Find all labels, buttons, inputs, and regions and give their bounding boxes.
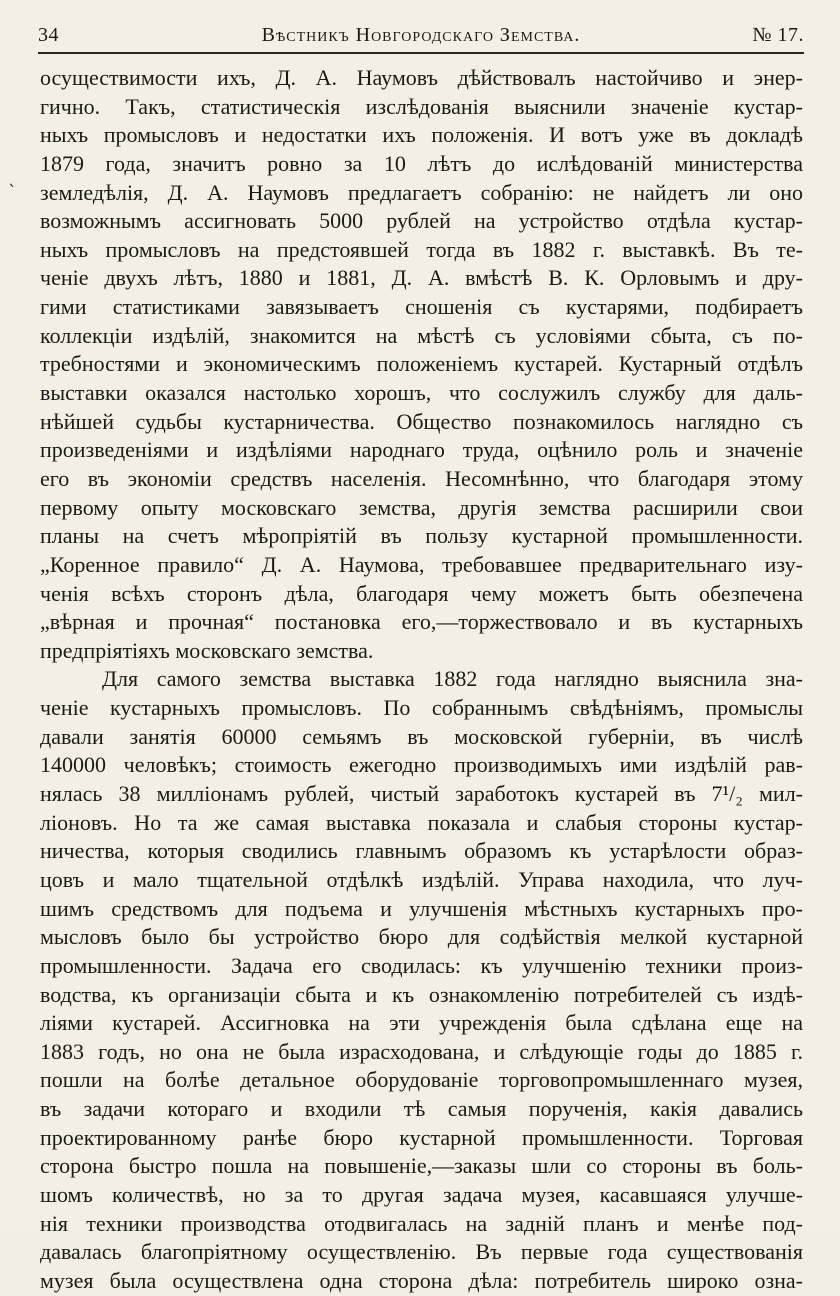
text-line: ныхъ промысловъ и недостатки ихъ положенія. И вотъ уже въ докладѣ [40, 122, 803, 148]
text-line: пошли на болѣе детальное оборудованіе торговопромышленнаго музея, [40, 1067, 803, 1093]
text-line: коллекціи издѣлій, знакомится на мѣстѣ съ условіями сбыта, съ по- [40, 322, 803, 348]
text-line: промышленности. Задача его сводилась: къ улучшенію техники произ- [40, 952, 803, 978]
text-line: музея была осуществлена одна сторона дѣла: потребитель широко озна- [40, 1267, 803, 1293]
text-line: первому опыту московскаго земства, другія земства расширили свои [40, 494, 803, 520]
text-line: „Коренное правило“ Д. А. Наумова, требовавшее предварительнаго изу- [40, 551, 803, 577]
text-line: требностями и экономическимъ положеніемъ кустарей. Кустарный отдѣлъ [40, 351, 803, 377]
text-line: нія техники производства отодвигалась на задній планъ и менѣе под- [40, 1210, 803, 1236]
text-line: сторона быстро пошла на повышеніе,—заказы шли со стороны въ боль- [40, 1153, 803, 1179]
text-line: осуществимости ихъ, Д. А. Наумовъ дѣйствовалъ настойчиво и энер- [40, 65, 803, 90]
text-line: ченіе двухъ лѣтъ, 1880 и 1881, Д. А. вмѣстѣ В. К. Орловымъ и дру- [40, 265, 803, 291]
text-line: 1879 года, значитъ ровно за 10 лѣтъ до ислѣдованій министерства [40, 150, 803, 176]
text-line: ліоновъ. Но та же самая выставка показала и слабыя стороны кустар- [40, 809, 803, 835]
text-line: въ задачи котораго и входили тѣ самыя порученія, какія давались [40, 1096, 803, 1122]
text-line: шомъ количествѣ, но за то другая задача музея, касавшаяся улучше- [40, 1181, 803, 1207]
text-line: выставки оказался настолько хорошъ, что сослужилъ службу для даль- [40, 380, 803, 406]
margin-mark: ` [8, 182, 17, 203]
text-line: гично. Такъ, статистическія изслѣдованія выяснили значеніе кустар- [40, 93, 803, 119]
text-line: шимъ средствомъ для подъема и улучшенія мѣстныхъ кустарныхъ про- [40, 895, 803, 921]
paragraph-start-line: Для самого земства выставка 1882 года наглядно выяснила зна- [102, 666, 803, 692]
header-rule [38, 52, 804, 54]
text-line: планы на счетъ мѣропріятій въ пользу кустарной промышленности. [40, 523, 803, 549]
text-line: нѣйшей судьбы кустарничества. Общество познакомилось наглядно съ [40, 408, 803, 434]
journal-title: Вѣстникъ Новгородскаго Земства. [261, 24, 581, 46]
text-line: земледѣлія, Д. А. Наумовъ предлагаетъ собранію: не найдетъ ли оно [40, 179, 803, 205]
text-line: ченіе кустарныхъ промысловъ. По собраннымъ свѣдѣніямъ, промыслы [40, 695, 803, 721]
text-line: проектированному ранѣе бюро кустарной промышленности. Торговая [40, 1124, 803, 1150]
text-line: мысловъ было бы устройство бюро для содѣйствія мелкой кустарной [40, 924, 803, 950]
text-line: возможнымъ ассигновать 5000 рублей на устройство отдѣла кустар- [40, 208, 803, 234]
text-line: давали занятія 60000 семьямъ въ московской губерніи, въ числѣ [40, 723, 803, 749]
text-line: гими статистиками завязываетъ сношенія съ кустарями, подбираетъ [40, 294, 803, 320]
text-line: нялась 38 милліонамъ рублей, чистый заработокъ кустарей въ 7¹/₂ мил- [40, 781, 803, 807]
body-text [40, 64, 803, 1296]
page-number: 34 [38, 24, 59, 46]
paragraph-end-line: предпріятіяхъ московскаго земства. [40, 637, 374, 663]
text-line: „вѣрная и прочная“ постановка его,—торжествовало и въ кустарныхъ [40, 609, 803, 635]
text-line: водства, къ организаціи сбыта и къ ознакомленію потребителей съ издѣ- [40, 981, 803, 1007]
text-line: произведеніями и издѣліями народнаго труда, оцѣнило роль и значеніе [40, 437, 803, 463]
text-line: 140000 человѣкъ; стоимость ежегодно производимыхъ ими издѣлій рав- [40, 752, 803, 778]
text-line: давалась благопріятному осуществленію. Въ первые года существованія [40, 1239, 803, 1265]
text-line: цовъ и мало тщательной отдѣлкѣ издѣлій. Управа находила, что луч- [40, 866, 803, 892]
text-line: 1883 годъ, но она не была израсходована, и слѣдующіе годы до 1885 г. [40, 1038, 803, 1064]
text-line: ничества, которыя сводились главнымъ образомъ къ устарѣлости образ- [40, 838, 803, 864]
text-line: его въ экономіи средствъ населенія. Несомнѣнно, что благодаря этому [40, 465, 803, 491]
text-line: ныхъ промысловъ на предстоявшей тогда въ 1882 г. выставкѣ. Въ те- [40, 236, 803, 262]
text-line: ченія всѣхъ сторонъ дѣла, благодаря чему можетъ быть обезпечена [40, 580, 803, 606]
issue-number: № 17. [752, 24, 804, 46]
text-line: ліями кустарей. Ассигновка на эти учрежденія была сдѣлана еще на [40, 1010, 803, 1036]
page-header [38, 20, 804, 54]
